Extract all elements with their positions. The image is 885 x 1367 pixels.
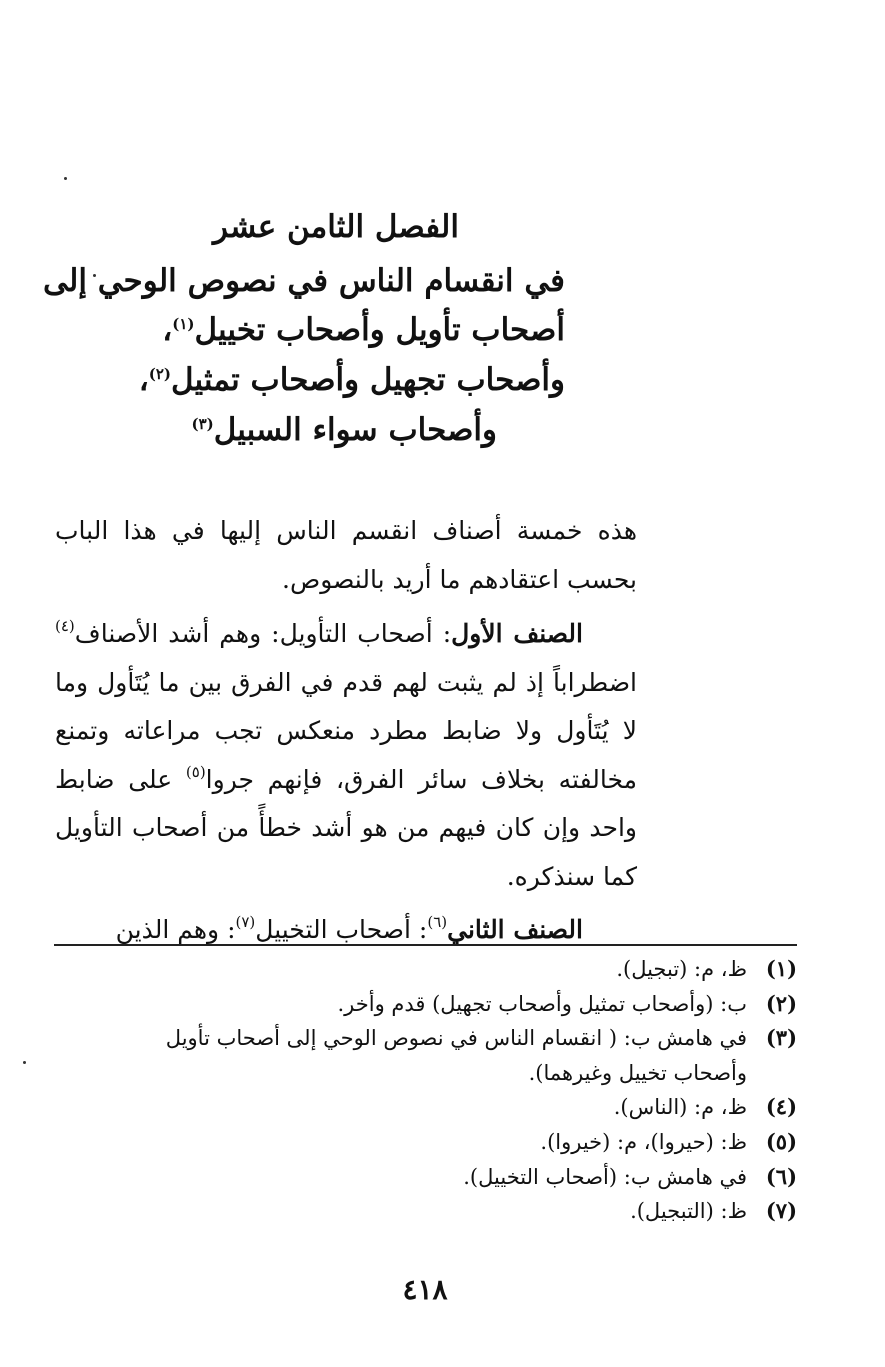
category-term: الصنف الأول	[451, 619, 583, 648]
page-number: ٤١٨	[402, 1273, 448, 1306]
footnote-text: في هامش ب: (أصحاب التخييل).	[463, 1164, 747, 1189]
stray-mark	[64, 177, 67, 180]
footnote-ref[interactable]: (٦)	[427, 913, 448, 931]
footnote-ref[interactable]: (٢)	[148, 365, 172, 383]
footnote-divider	[54, 944, 797, 946]
chapter-subtitle-line: أصحاب تأويل وأصحاب تخييل$^{(١)}$،	[162, 312, 565, 348]
chapter-subtitle-line: وأصحاب سواء السبيل$^{(٣)}$	[191, 412, 497, 448]
footnote-item	[90, 1021, 797, 1090]
category-term: الصنف الثاني	[447, 915, 583, 944]
footnote-number: (٦)	[765, 1163, 797, 1189]
footnote-number: (٤)	[765, 1094, 797, 1120]
footnote-ref[interactable]: (١)	[172, 315, 195, 333]
footnote-number: (١)	[765, 956, 797, 981]
footnote-text: ظ، م: (الناس).	[613, 1095, 747, 1120]
chapter-subtitle-line: في انقسام الناس في نصوص الوحي إلى	[43, 263, 565, 299]
footnote-text: ب: (وأصحاب تمثيل وأصحاب تجهيل) قدم وأخر.	[337, 991, 747, 1016]
footnote-item	[90, 952, 797, 987]
footnotes-list	[90, 952, 797, 1229]
chapter-title: الفصل الثامن عشر	[212, 209, 459, 245]
footnote-item	[90, 1125, 797, 1160]
intro-paragraph: هذه خمسة أصناف انقسم الناس إليها في هذا الباب بحسب اعتقادهم ما أريد بالنصوص.	[55, 516, 637, 594]
footnote-item	[90, 987, 797, 1022]
footnote-number: (٢)	[765, 990, 797, 1016]
footnote-ref[interactable]: (٧)	[235, 913, 256, 931]
first-category-paragraph: الصنف الأول: أصحاب التأويل: وهم أشد الأصناف$^{(٤)}$ اضطراباً إذ لم يثبت لهم قدم في الفرق بين ما يُتَأول وما لا يُتَأول ولا ضابط مطرد منعكس تجب مراعاته وتمنع مخالفته بخلاف سائر الفرق، فإنهم جروا$^{(٥)}$ على ضابط واحد وإن كان فيهم من هو أشد خطأً من أصحاب التأويل كما سنذكره.	[55, 617, 637, 891]
second-category-paragraph: الصنف الثاني$^{(٦)}$: أصحاب التخييل$^{(٧)}$: وهم الذين	[115, 913, 583, 944]
chapter-subtitle-line: وأصحاب تجهيل وأصحاب تمثيل$^{(٢)}$،	[138, 362, 565, 398]
stray-mark	[23, 1061, 26, 1064]
footnote-ref[interactable]: (٥)	[185, 762, 206, 781]
footnote-text: ظ: (التبجيل).	[630, 1199, 747, 1224]
footnote-ref[interactable]: (٤)	[55, 617, 75, 635]
footnote-number: (٥)	[765, 1128, 797, 1154]
footnote-text: ظ، م: (تبجيل).	[616, 957, 747, 981]
footnote-number: (٧)	[765, 1198, 797, 1224]
footnote-text: في هامش ب: ( انقسام الناس في نصوص الوحي إلى أصحاب تأويل وأصحاب تخييل وغيرهما).	[165, 1026, 747, 1085]
footnote-text: ظ: (حيروا)، م: (خيروا).	[540, 1129, 747, 1154]
footnote-item	[90, 1090, 797, 1125]
footnote-number: (٣)	[765, 1025, 797, 1051]
footnote-item	[90, 1194, 797, 1229]
footnote-ref[interactable]: (٣)	[191, 415, 214, 433]
footnote-item	[90, 1160, 797, 1195]
